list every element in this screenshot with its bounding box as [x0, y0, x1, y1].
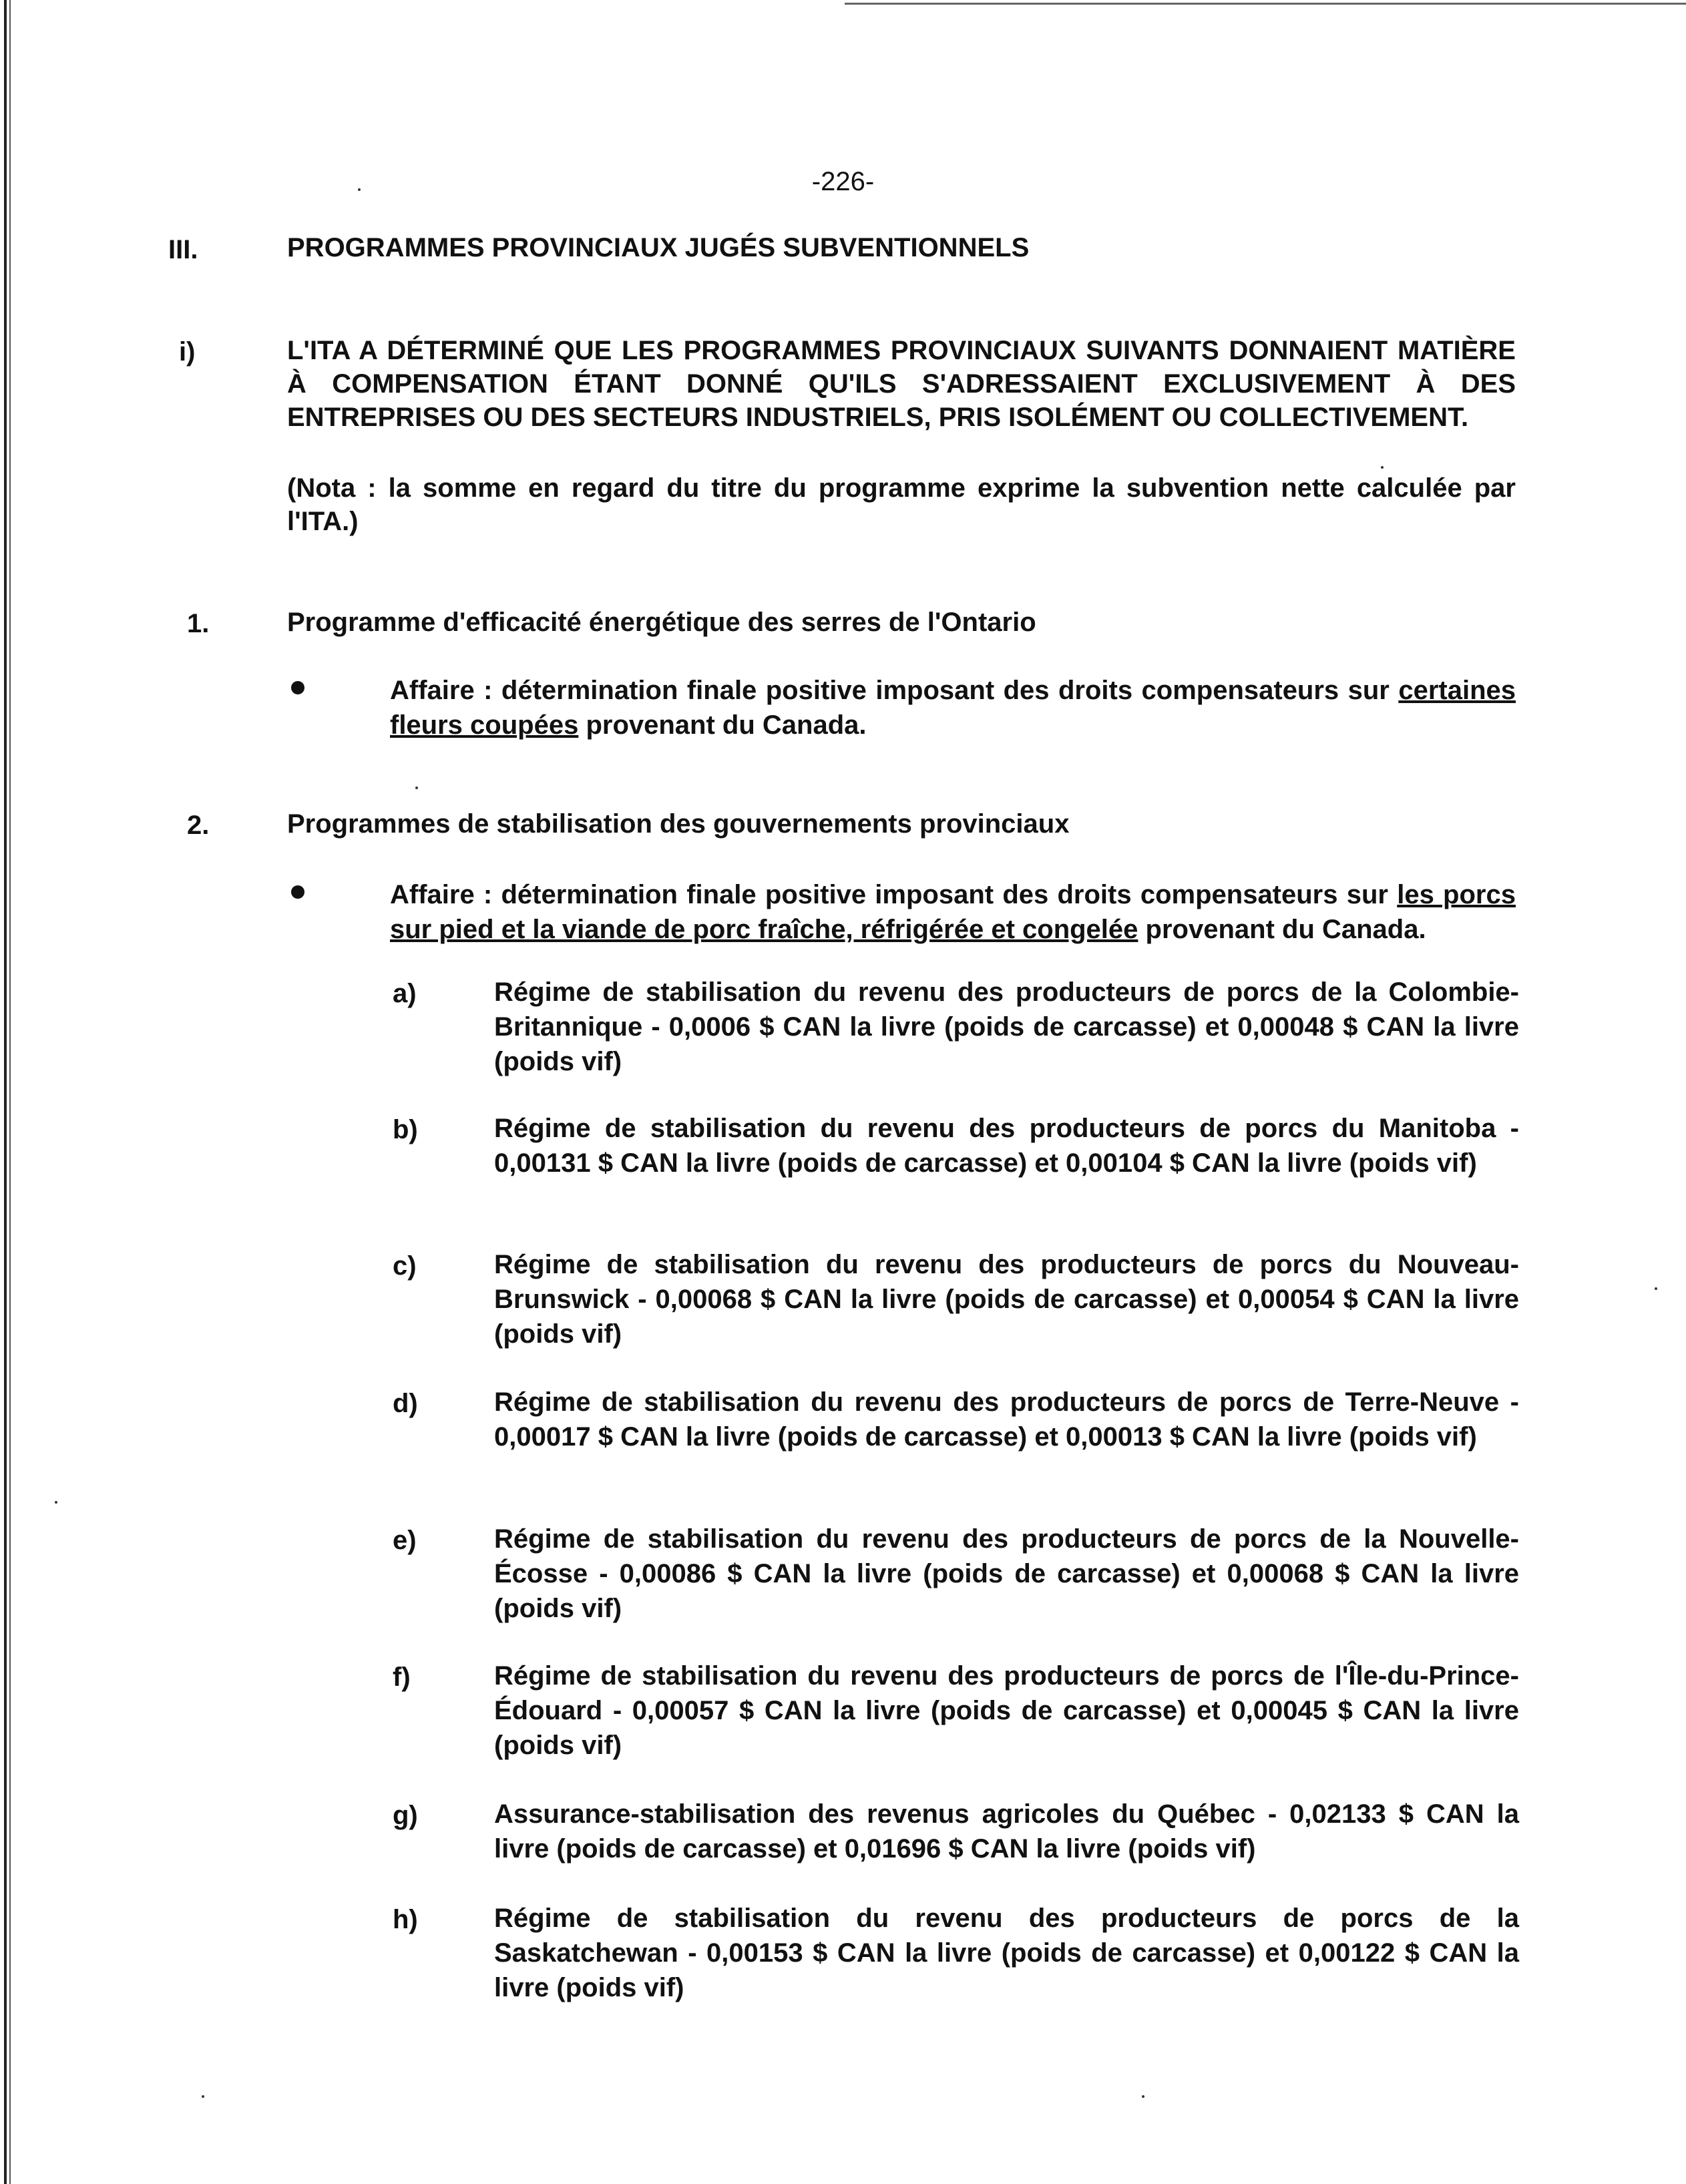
program-number: 1. — [187, 609, 210, 638]
speck — [415, 787, 418, 789]
scan-edge-left — [4, 0, 7, 2184]
subitem-marker: g) — [393, 1801, 418, 1830]
page-number: -226- — [811, 167, 875, 196]
program-title: Programmes de stabilisation des gouvernements provinciaux — [287, 809, 1070, 839]
case-product: les porcs sur pied et la viande de porc fraîche, réfrigérée et congelée — [390, 880, 1516, 944]
program-case: Affaire : détermination finale positive imposant des droits compensateurs sur les porcs sur pied et la viande de porc fraîche, réfrigérée et congelée provenant du Canada. — [390, 880, 1516, 944]
scan-edge-top — [845, 3, 1686, 5]
section-numeral: III. — [168, 235, 198, 264]
subitem-marker: h) — [393, 1905, 418, 1934]
bullet-icon — [291, 885, 304, 899]
subitem-text: Assurance-stabilisation des revenus agricoles du Québec - 0,02133 $ CAN la livre (poids de carcasse) et 0,01696 $ CAN la livre (poids vif) — [494, 1799, 1519, 1864]
speck — [55, 1501, 57, 1504]
program-number: 2. — [187, 811, 210, 840]
program-title: Programme d'efficacité énergétique des serres de l'Ontario — [287, 608, 1036, 637]
intro-text: L'ITA A DÉTERMINÉ QUE LES PROGRAMMES PROVINCIAUX SUIVANTS DONNAIENT MATIÈRE À COMPENSATION ÉTANT DONNÉ QU'ILS S'ADRESSAIENT EXCLUSIVEMENT À DES ENTREPRISES OU DES SECTEURS INDUSTRIELS, PRIS ISOLÉMENT OU COLLECTIVEMENT. — [287, 336, 1516, 432]
subitem-marker: a) — [393, 979, 417, 1008]
subitem-text: Régime de stabilisation du revenu des producteurs de porcs de la Colombie-Britannique - 0,0006 $ CAN la livre (poids de carcasse) et 0,00048 $ CAN la livre (poids vif) — [494, 977, 1519, 1076]
speck — [1381, 466, 1384, 469]
intro-note: (Nota : la somme en regard du titre du programme exprime la subvention nette calculée par l'ITA.) — [287, 473, 1516, 536]
intro-marker: i) — [179, 337, 196, 367]
subitem-marker: c) — [393, 1251, 417, 1281]
case-product: certaines fleurs coupées — [390, 676, 1516, 740]
section-title: PROGRAMMES PROVINCIAUX JUGÉS SUBVENTIONNELS — [287, 233, 1030, 262]
subitem-text: Régime de stabilisation du revenu des producteurs de porcs de la Saskatchewan - 0,00153 $ CAN la livre (poids de carcasse) et 0,00122 $ CAN la livre (poids vif) — [494, 1904, 1519, 2002]
subitem-marker: f) — [393, 1663, 411, 1692]
speck — [1655, 1287, 1657, 1290]
subitem-text: Régime de stabilisation du revenu des producteurs de porcs de la Nouvelle-Écosse - 0,00086 $ CAN la livre (poids de carcasse) et 0,00068 $ CAN la livre (poids vif) — [494, 1524, 1519, 1623]
subitem-marker: d) — [393, 1389, 418, 1418]
subitem-text: Régime de stabilisation du revenu des producteurs de porcs de Terre-Neuve - 0,00017 $ CAN la livre (poids de carcasse) et 0,00013 $ CAN la livre (poids vif) — [494, 1387, 1519, 1452]
subitem-text: Régime de stabilisation du revenu des producteurs de porcs de l'Île-du-Prince-Édouard - 0,00057 $ CAN la livre (poids de carcasse) et 0,00045 $ CAN la livre (poids vif) — [494, 1661, 1519, 1760]
subitem-marker: b) — [393, 1115, 418, 1144]
subitem-text: Régime de stabilisation du revenu des producteurs de porcs du Nouveau-Brunswick - 0,00068 $ CAN la livre (poids de carcasse) et 0,00054 $ CAN la livre (poids vif) — [494, 1250, 1519, 1349]
bullet-icon — [291, 681, 304, 694]
subitem-marker: e) — [393, 1526, 417, 1555]
subitem-text: Régime de stabilisation du revenu des producteurs de porcs du Manitoba - 0,00131 $ CAN la livre (poids de carcasse) et 0,00104 $ CAN la livre (poids vif) — [494, 1114, 1519, 1178]
speck — [202, 2095, 204, 2098]
scan-edge-left-inner — [9, 0, 11, 2184]
speck — [1142, 2095, 1144, 2098]
program-case: Affaire : détermination finale positive imposant des droits compensateurs sur certaines fleurs coupées provenant du Canada. — [390, 676, 1516, 740]
